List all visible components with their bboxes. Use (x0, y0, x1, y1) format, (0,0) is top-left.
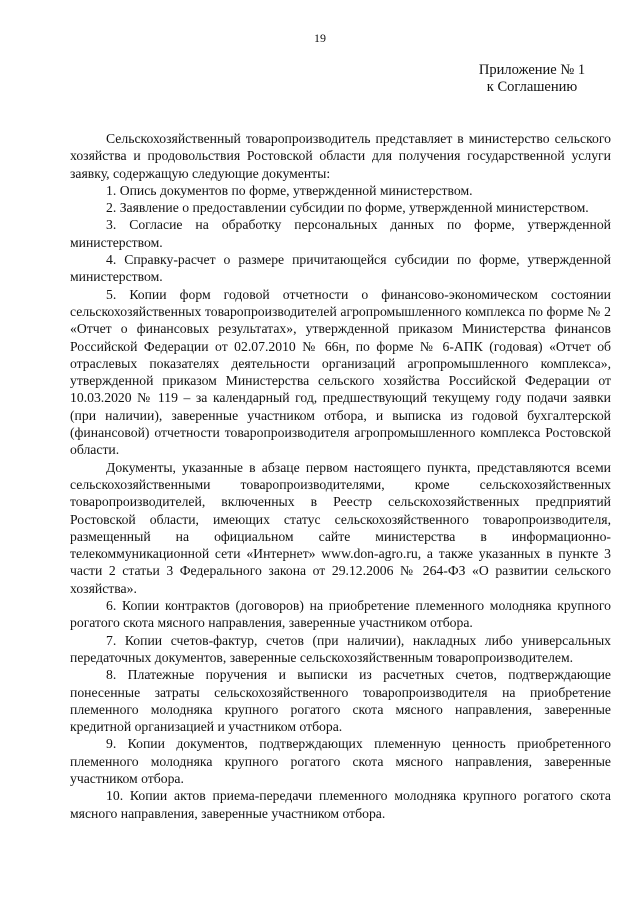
list-item-3: 3. Согласие на обработку персональных данных по форме, утвержденной министерством. (70, 217, 611, 250)
appendix-header (462, 62, 602, 96)
list-item-4: 4. Справку-расчет о размере причитающейся субсидии по форме, утвержденной министерством. (70, 252, 611, 285)
list-item-8: 8. Платежные поручения и выписки из расчетных счетов, подтверждающие понесенные затраты сельскохозяйственного товаропроизводителя на приобретение племенного молодняка крупного рогатого скота мясного направления, заверенные кредитной организацией и участником отбора. (70, 667, 611, 735)
list-item-9: 9. Копии документов, подтверждающих племенную ценность приобретенного племенного молодняка крупного рогатого скота мясного направления, заверенные участником отбора. (70, 736, 611, 786)
list-item-10: 10. Копии актов приема-передачи племенного молодняка крупного рогатого скота мясного направления, заверенные участником отбора. (70, 788, 611, 821)
list-item-7: 7. Копии счетов-фактур, счетов (при наличии), накладных либо универсальных передаточных документов, заверенные сельскохозяйственным товаропроизводителем. (70, 632, 611, 665)
appendix-subtitle: к Соглашению (486, 79, 578, 95)
page-number: 19 (314, 31, 326, 45)
appendix-title: Приложение № 1 (478, 62, 586, 78)
list-item-1: 1. Опись документов по форме, утвержденной министерством. (106, 182, 473, 198)
document-body (70, 130, 611, 822)
list-item-5: 5. Копии форм годовой отчетности о финансово-экономическом состоянии сельскохозяйственных товаропроизводителей агропромышленного комплекса по форме № 2 «Отчет о финансовых результатах», утвержденной приказом Министерства финансов Российской Федерации от 02.07.2010 № 66н, по форме № 6-АПК (годовая) «Отчет об отраслевых показателях деятельности организаций агропромышленного комплекса», утвержденной приказом Министерства сельского хозяйства Российской Федерации от 10.03.2020 № 119 – за календарный год, предшествующий текущему году подачи заявки (при наличии), заверенные участником отбора, и выписка из годовой бухгалтерской (финансовой) отчетности товаропроизводителя агропромышленного комплекса Ростовской области. (70, 286, 611, 458)
list-item-2: 2. Заявление о предоставлении субсидии по форме, утвержденной министерством. (106, 200, 589, 216)
list-item-6: 6. Копии контрактов (договоров) на приобретение племенного молодняка крупного рогатого скота мясного направления, заверенные участником отбора. (70, 598, 611, 631)
list-item-5-note: Документы, указанные в абзаце первом настоящего пункта, представляются всеми сельскохозяйственными товаропроизводителями, кроме сельскохозяйственных товаропроизводителей, включенных в Реестр сельскохозяйственных предприятий Ростовской области, имеющих статус сельскохозяйственного товаропроизводителя, размещенный на официальном сайте министерства в информационно-телекоммуникационной сети «Интернет» www.don-agro.ru, а также указанных в пункте 3 части 2 статьи 3 Федерального закона от 29.12.2006 № 264-ФЗ «О развитии сельского хозяйства». (70, 459, 611, 596)
intro-paragraph: Сельскохозяйственный товаропроизводитель представляет в министерство сельского хозяйства и продовольствия Ростовской области для получения государственной услуги заявку, содержащую следующие документы: (70, 131, 611, 181)
